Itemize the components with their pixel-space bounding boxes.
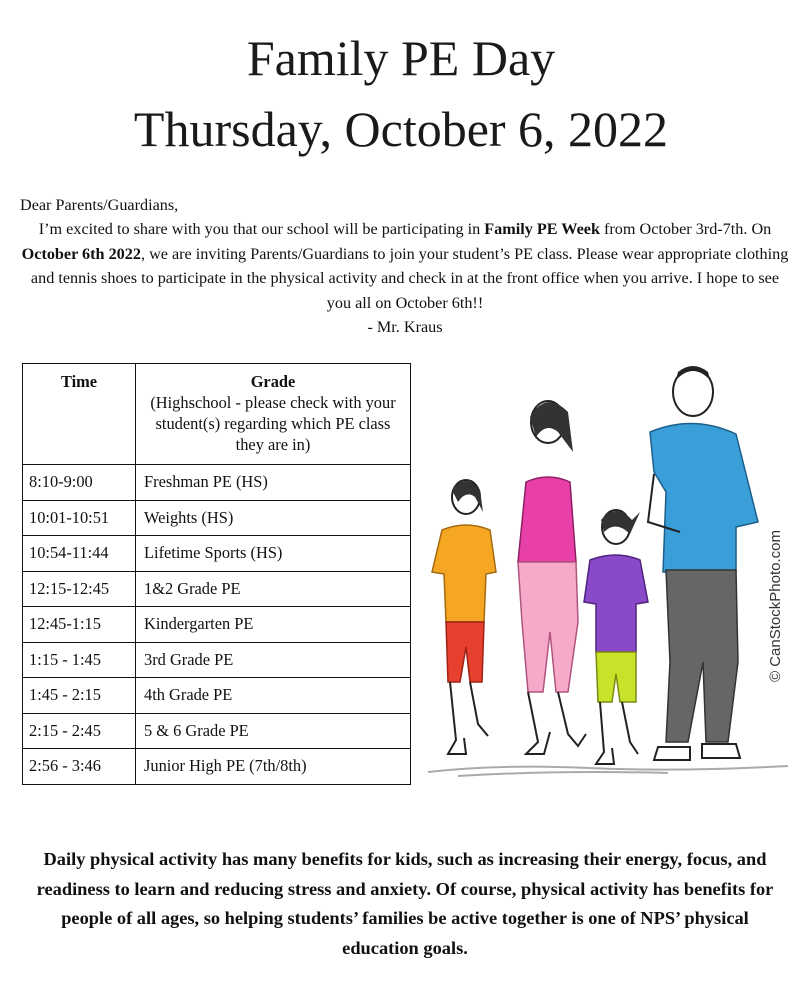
- table-row: [23, 500, 411, 536]
- letter-text: from October 3rd-7th. On: [599, 220, 772, 239]
- time-cell: 2:56 - 3:46: [23, 749, 136, 785]
- letter-text: I’m excited to share with you that our school will be participating in: [38, 220, 485, 239]
- time-cell: 10:54-11:44: [23, 536, 136, 572]
- time-cell: 8:10-9:00: [23, 465, 136, 501]
- header-grade: [136, 364, 411, 465]
- header-grade-note: (Highschool - please check with your student(s) regarding which PE class they are in): [150, 393, 396, 454]
- time-cell: 10:01-10:51: [23, 500, 136, 536]
- schedule-table: [22, 363, 411, 785]
- man-figure: [648, 366, 758, 760]
- table-row: [23, 536, 411, 572]
- time-cell: 1:45 - 2:15: [23, 678, 136, 714]
- family-running-illustration: [418, 362, 798, 782]
- header-time: Time: [23, 364, 136, 465]
- grade-cell: Freshman PE (HS): [136, 465, 411, 501]
- grade-cell: 4th Grade PE: [136, 678, 411, 714]
- table-row: [23, 607, 411, 643]
- table-row: [23, 678, 411, 714]
- page-title: Family PE Day: [246, 30, 556, 86]
- table-row: [23, 749, 411, 785]
- table-header-row: [23, 364, 411, 465]
- family-pe-week: Family PE Week: [484, 220, 600, 239]
- grade-cell: Weights (HS): [136, 500, 411, 536]
- table-row: [23, 465, 411, 501]
- table-row: [23, 713, 411, 749]
- ground-strokes: [428, 766, 788, 776]
- grade-cell: Junior High PE (7th/8th): [136, 749, 411, 785]
- time-cell: 12:15-12:45: [23, 571, 136, 607]
- watermark-text: © CanStockPhoto.com: [767, 530, 784, 682]
- benefits-statement: Daily physical activity has many benefits for kids, such as increasing their energy, focus, and readiness to learn and reducing stress and anxiety. Of course, physical activity has benefits for people of all ages, so helping students’ families be active together is one of NPS’ physical education goals.: [36, 849, 774, 958]
- salutation: Dear Parents/Guardians,: [20, 196, 179, 214]
- table-row: [23, 642, 411, 678]
- time-cell: 2:15 - 2:45: [23, 713, 136, 749]
- time-cell: 1:15 - 1:45: [23, 642, 136, 678]
- letter: [20, 193, 790, 339]
- woman-figure: [518, 401, 586, 754]
- signature: - Mr. Kraus: [367, 318, 443, 337]
- grade-cell: 1&2 Grade PE: [136, 571, 411, 607]
- event-date-inline: October 6th 2022: [21, 244, 141, 263]
- grade-cell: Lifetime Sports (HS): [136, 536, 411, 572]
- event-date: Thursday, October 6, 2022: [133, 101, 669, 157]
- table-row: [23, 571, 411, 607]
- grade-cell: Kindergarten PE: [136, 607, 411, 643]
- grade-cell: 5 & 6 Grade PE: [136, 713, 411, 749]
- letter-text: , we are inviting Parents/Guardians to join your student’s PE class. Please wear appropriate clothing and tennis shoes to participate in the physical activity and check in at the front office when you arrive. I hope to see you all on October 6th!!: [30, 244, 789, 312]
- time-cell: 12:45-1:15: [23, 607, 136, 643]
- girl-purple-figure: [584, 510, 648, 764]
- header-grade-label: Grade: [250, 372, 296, 391]
- grade-cell: 3rd Grade PE: [136, 642, 411, 678]
- letter-body: [20, 217, 790, 315]
- girl-orange-figure: [432, 480, 496, 754]
